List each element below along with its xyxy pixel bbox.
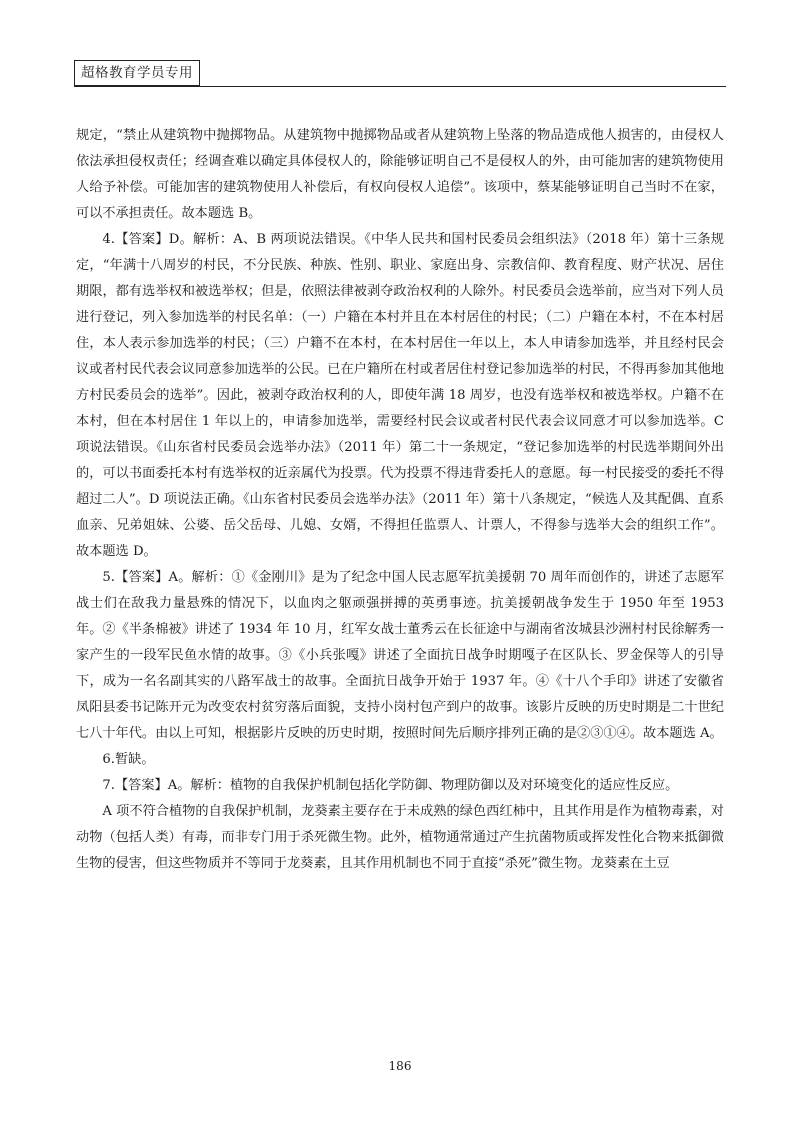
document-body [76, 123, 724, 877]
header-label: 超格教育学员专用 [74, 60, 200, 86]
paragraph-continuation: 规定，“禁止从建筑物中抛掷物品。从建筑物中抛掷物品或者从建筑物上坠落的物品造成他人损害的，由侵权人依法承担侵权责任；经调查难以确定具体侵权人的，除能够证明自己不是侵权人的外，由可能加害的建筑物使用人给予补偿。可能加害的建筑物使用人补偿后，有权向侵权人追偿”。该项中，蔡某能够证明自己当时不在家，可以不承担责任。故本题选 B。 [76, 128, 724, 221]
page-number: 186 [388, 1059, 412, 1073]
paragraph-answer-5: 5.【答案】A。解析：①《金刚川》是为了纪念中国人民志愿军抗美援朝 70 周年而创作的，讲述了志愿军战士们在敌我力量悬殊的情况下，以血肉之躯顽强拼搏的英勇事迹。抗美援朝战争发生于 1950 年至 1953 年。②《半条棉被》讲述了 1934 年 10 月，红军女战士董秀云在长征途中与湖南省汝城县沙洲村村民徐解秀一家产生的一段军民鱼水情的故事。③《小兵张嘎》讲述了全面抗日战争时期嘎子在区队长、罗金保等人的引导下，成为一名名副其实的八路军战士的故事。全面抗日战争开始于 1937 年。④《十八个手印》讲述了安徽省凤阳县委书记陈开元为改变农村贫穷落后面貌，支持小岗村包产到户的故事。该影片反映的历史时期是二十世纪七八十年代。由以上可知，根据影片反映的历史时期，按照时间先后顺序排列正确的是②③①④。故本题选 A。 [76, 570, 724, 741]
paragraph-answer-7: 7.【答案】A。解析：植物的自我保护机制包括化学防御、物理防御以及对环境变化的适应性反应。 [102, 778, 679, 793]
paragraph-answer-7-detail: A 项不符合植物的自我保护机制，龙葵素主要存在于未成熟的绿色西红柿中，且其作用是作为植物毒素，对动物（包括人类）有毒，而非专门用于杀死微生物。此外，植物通常通过产生抗菌物质或挥发性化合物来抵御微生物的侵害，但这些物质并不等同于龙葵素，且其作用机制也不同于直接“杀死”微生物。龙葵素在土豆 [76, 804, 724, 871]
header-divider [74, 86, 726, 87]
paragraph-answer-6: 6.暂缺。 [102, 752, 155, 767]
paragraph-answer-4: 4.【答案】D。解析：A、B 两项说法错误。《中华人民共和国村民委员会组织法》（2018 年）第十三条规定，“年满十八周岁的村民，不分民族、种族、性别、职业、家庭出身、宗教信仰、教育程度、财产状况、居住期限，都有选举权和被选举权；但是，依照法律被剥夺政治权利的人除外。村民委员会选举前，应当对下列人员进行登记，列入参加选举的村民名单：（一）户籍在本村并且在本村居住的村民；（二）户籍在本村，不在本村居住，本人表示参加选举的村民；（三）户籍不在本村，在本村居住一年以上，本人申请参加选举，并且经村民会议或者村民代表会议同意参加选举的公民。已在户籍所在村或者居住村登记参加选举的村民，不得再参加其他地方村民委员会的选举”。因此，被剥夺政治权利的人，即使年满 18 周岁，也没有选举权和被选举权。户籍不在本村，但在本村居住 1 年以上的，申请参加选举，需要经村民会议或者村民代表会议同意才可以参加选举。C 项说法错误。《山东省村民委员会选举办法》（2011 年）第二十一条规定，“登记参加选举的村民选举期间外出的，可以书面委托本村有选举权的近亲属代为投票。代为投票不得违背委托人的意愿。每一村民接受的委托不得超过二人”。D 项说法正确。《山东省村民委员会选举办法》（2011 年）第十八条规定，“候选人及其配偶、直系血亲、兄弟姐妹、公婆、岳父岳母、儿媳、女婿，不得担任监票人、计票人，不得参与选举大会的组织工作”。故本题选 D。 [76, 232, 724, 559]
